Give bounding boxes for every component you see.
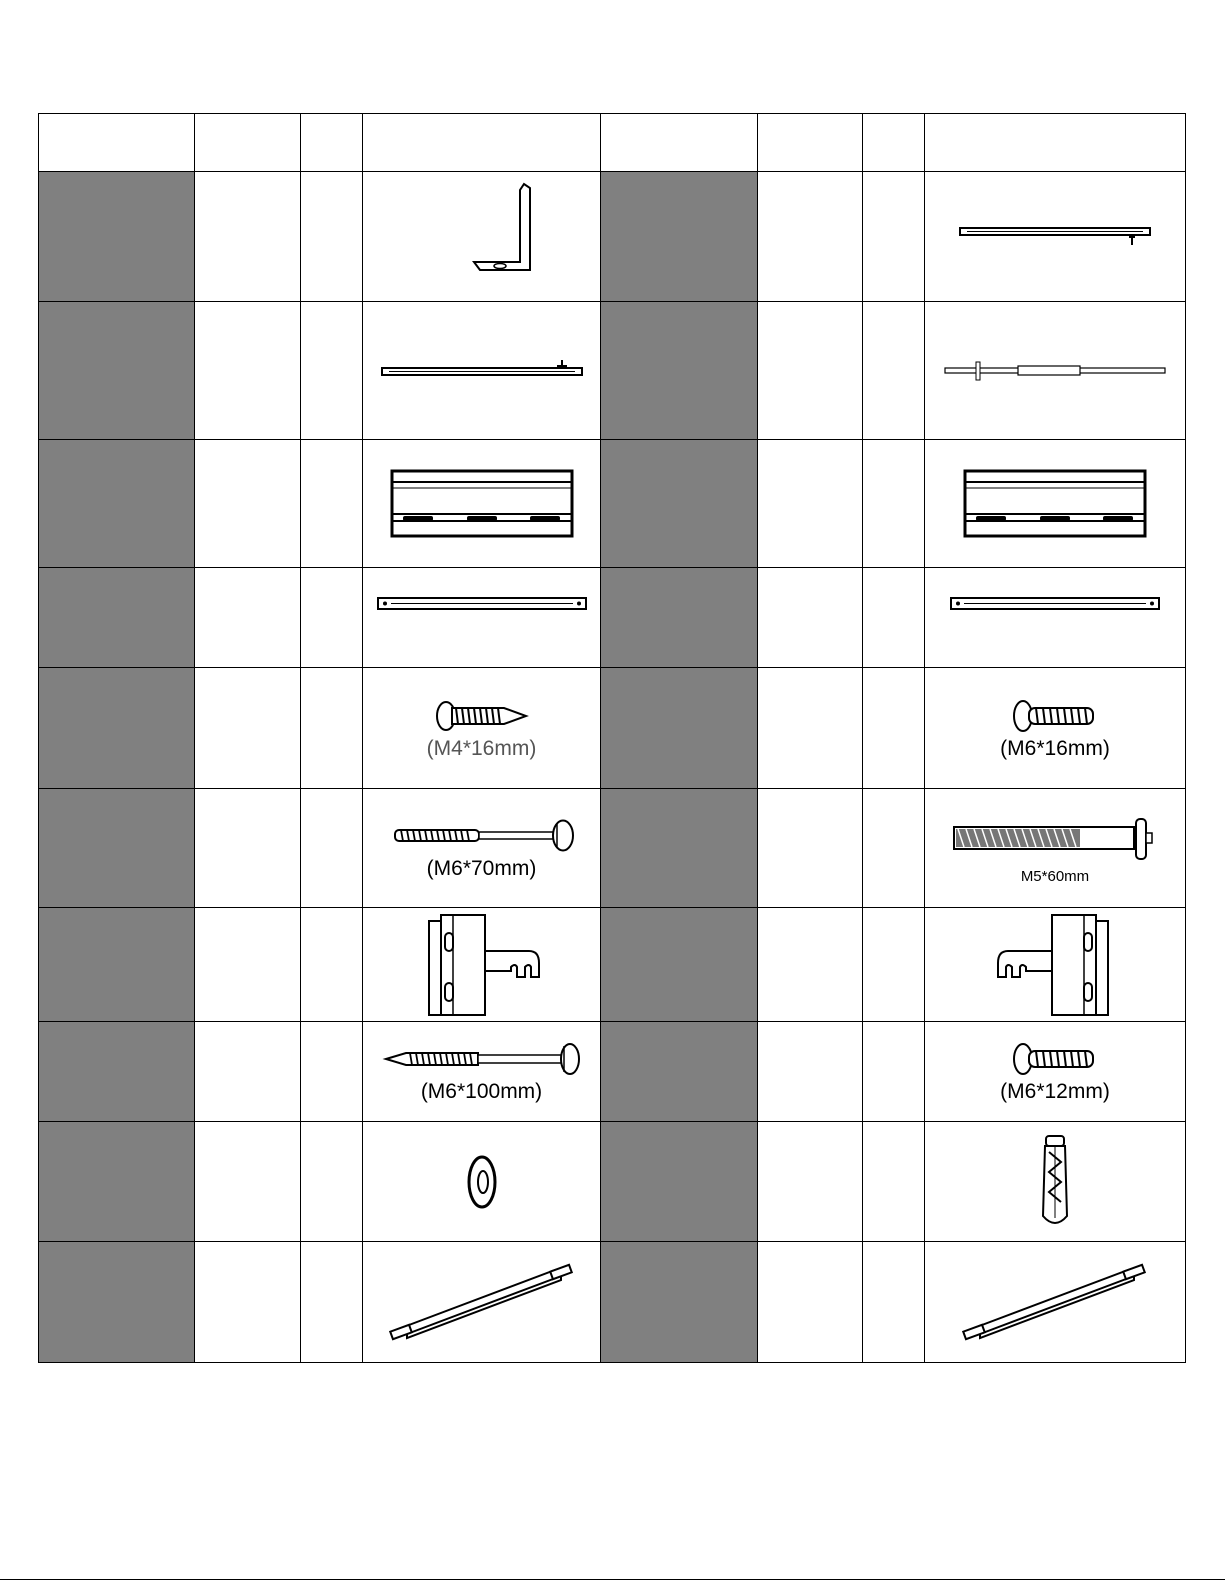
- part-image-cell: [925, 1242, 1186, 1363]
- part-image-cell: [925, 1022, 1186, 1122]
- part-image-cell: [925, 668, 1186, 789]
- header-cell: [863, 114, 925, 172]
- part-name-cell: [758, 1022, 863, 1122]
- l-bracket-icon: [422, 182, 542, 292]
- part-image-cell: [363, 789, 601, 908]
- part-image-cell: [363, 302, 601, 440]
- table-row: [39, 440, 1186, 568]
- wood-screw-icon: [432, 698, 532, 734]
- part-name-cell: [195, 1242, 301, 1363]
- part-name-cell: [758, 440, 863, 568]
- header-cell: [39, 114, 195, 172]
- part-qty-cell: [863, 302, 925, 440]
- part-image-cell: [363, 440, 601, 568]
- wall-plate-icon: [960, 466, 1150, 541]
- part-qty-cell: [863, 668, 925, 789]
- part-name-cell: [195, 668, 301, 789]
- part-name-cell: [195, 1022, 301, 1122]
- header-cell: [758, 114, 863, 172]
- table-row: [39, 1242, 1186, 1363]
- part-label-cell: [601, 1022, 758, 1122]
- part-label-cell: [601, 908, 758, 1022]
- extension-rail-icon: [940, 356, 1170, 386]
- part-name-cell: [758, 302, 863, 440]
- header-cell: [195, 114, 301, 172]
- part-image-cell: [363, 172, 601, 302]
- screw-size-label: (M6*16mm): [1000, 736, 1110, 760]
- part-qty-cell: [301, 789, 363, 908]
- part-name-cell: [195, 172, 301, 302]
- table-row: [39, 568, 1186, 668]
- part-image-cell: [925, 440, 1186, 568]
- part-name-cell: [758, 568, 863, 668]
- part-name-cell: [195, 1122, 301, 1242]
- table-row: [39, 172, 1186, 302]
- part-name-cell: [195, 302, 301, 440]
- part-qty-cell: [863, 440, 925, 568]
- part-label-cell: [39, 172, 195, 302]
- threaded-bolt-icon: [950, 813, 1160, 865]
- lag-bolt-icon: [382, 1041, 582, 1077]
- flat-rail-with-pin-icon: [377, 356, 587, 386]
- part-name-cell: [758, 908, 863, 1022]
- part-name-cell: [758, 172, 863, 302]
- parts-list-table: [38, 113, 1186, 1363]
- header-row: [39, 114, 1186, 172]
- part-image-cell: [363, 1022, 601, 1122]
- part-label-cell: [39, 1242, 195, 1363]
- part-qty-cell: [863, 1242, 925, 1363]
- part-image-cell: [925, 302, 1186, 440]
- part-qty-cell: [863, 1022, 925, 1122]
- table-row: [39, 1122, 1186, 1242]
- wall-plate-icon: [387, 466, 577, 541]
- cross-bar-icon: [387, 1262, 577, 1342]
- part-label-cell: [39, 1022, 195, 1122]
- part-image-cell: [363, 568, 601, 668]
- slotted-bar-icon: [375, 594, 589, 614]
- part-label-cell: [39, 908, 195, 1022]
- table-row: [39, 908, 1186, 1022]
- part-image-cell: [925, 568, 1186, 668]
- part-label-cell: [601, 789, 758, 908]
- part-qty-cell: [863, 908, 925, 1022]
- table-row: [39, 789, 1186, 908]
- table-row: [39, 668, 1186, 789]
- part-label-cell: [601, 302, 758, 440]
- part-name-cell: [195, 908, 301, 1022]
- part-qty-cell: [863, 789, 925, 908]
- part-image-cell: [925, 172, 1186, 302]
- part-image-cell: [925, 1122, 1186, 1242]
- part-name-cell: [195, 568, 301, 668]
- part-qty-cell: [301, 302, 363, 440]
- part-name-cell: [758, 1122, 863, 1242]
- part-label-cell: [601, 568, 758, 668]
- part-label-cell: [601, 668, 758, 789]
- part-label-cell: [39, 668, 195, 789]
- part-image-cell: [363, 1242, 601, 1363]
- part-qty-cell: [301, 1022, 363, 1122]
- part-name-cell: [195, 789, 301, 908]
- part-qty-cell: [863, 568, 925, 668]
- part-qty-cell: [301, 908, 363, 1022]
- screw-size-label: (M6*12mm): [1000, 1080, 1110, 1103]
- part-label-cell: [601, 440, 758, 568]
- part-label-cell: [39, 568, 195, 668]
- hook-bracket-icon: [417, 911, 547, 1019]
- bolt-size-label: M5*60mm: [1020, 867, 1090, 885]
- slotted-bar-icon: [948, 594, 1162, 614]
- part-image-cell: [925, 789, 1186, 908]
- part-qty-cell: [301, 440, 363, 568]
- part-label-cell: [39, 1122, 195, 1242]
- part-image-cell: [363, 668, 601, 789]
- part-qty-cell: [301, 172, 363, 302]
- header-cell: [301, 114, 363, 172]
- washer-icon: [462, 1150, 502, 1214]
- table-row: [39, 302, 1186, 440]
- part-label-cell: [601, 1122, 758, 1242]
- flat-rail-icon: [955, 222, 1155, 252]
- bolt-size-label: (M6*70mm): [426, 856, 537, 880]
- page-bottom-rule: [0, 1579, 1225, 1580]
- cross-bar-icon: [960, 1262, 1150, 1342]
- part-name-cell: [758, 668, 863, 789]
- part-qty-cell: [301, 668, 363, 789]
- part-qty-cell: [301, 1242, 363, 1363]
- part-label-cell: [601, 172, 758, 302]
- machine-screw-icon: [1010, 698, 1100, 734]
- part-label-cell: [39, 440, 195, 568]
- part-qty-cell: [301, 1122, 363, 1242]
- part-image-cell: [363, 908, 601, 1022]
- hook-bracket-icon: [990, 911, 1120, 1019]
- machine-screw-icon: [1010, 1041, 1100, 1077]
- bolt-size-label: (M6*100mm): [420, 1080, 543, 1103]
- part-label-cell: [39, 302, 195, 440]
- wall-anchor-icon: [1033, 1132, 1077, 1232]
- long-bolt-icon: [387, 818, 577, 854]
- header-cell: [925, 114, 1186, 172]
- part-qty-cell: [863, 1122, 925, 1242]
- part-name-cell: [195, 440, 301, 568]
- header-cell: [363, 114, 601, 172]
- part-label-cell: [601, 1242, 758, 1363]
- screw-size-label: (M4*16mm): [426, 736, 537, 760]
- table-row: [39, 1022, 1186, 1122]
- header-cell: [601, 114, 758, 172]
- part-qty-cell: [863, 172, 925, 302]
- part-label-cell: [39, 789, 195, 908]
- part-name-cell: [758, 1242, 863, 1363]
- part-qty-cell: [301, 568, 363, 668]
- part-image-cell: [925, 908, 1186, 1022]
- part-image-cell: [363, 1122, 601, 1242]
- part-name-cell: [758, 789, 863, 908]
